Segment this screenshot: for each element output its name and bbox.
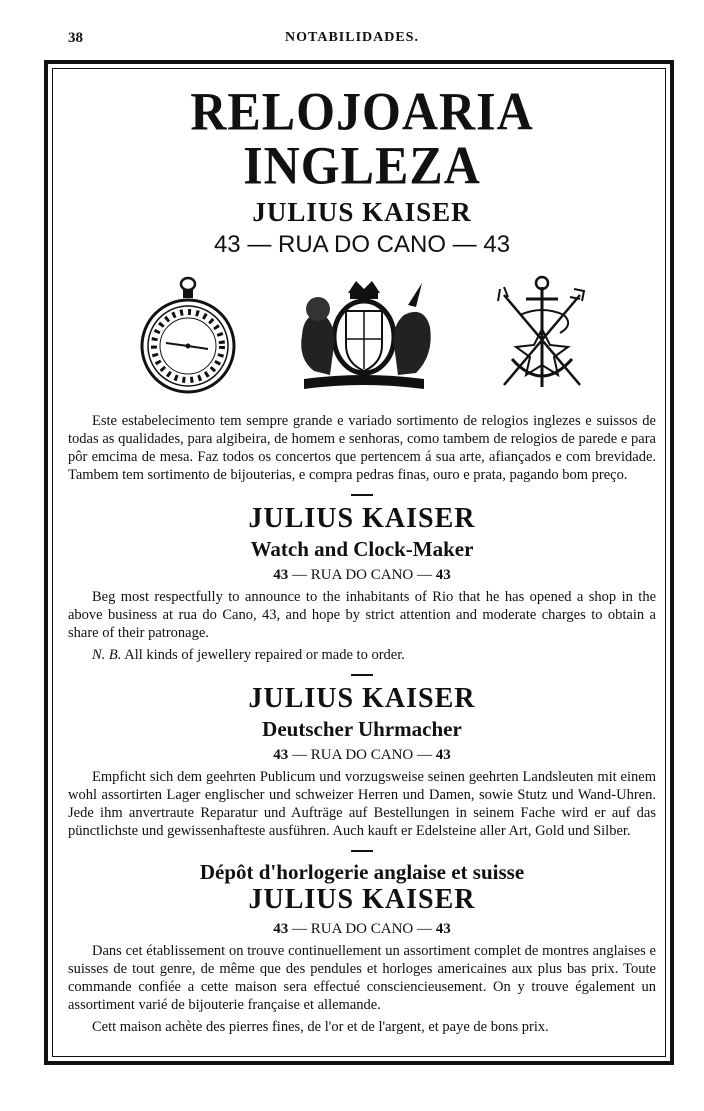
emblem-row bbox=[138, 272, 594, 402]
portuguese-paragraph: Este estabelecimento tem sempre grande e variado sortimento de relogios inglezes e suissos de todas as qualidades, para algibeira, de homem e senhoras, como tambem de relogios de parede e para pôr emcima de mesa. Faz todos os concertos que pertencem á sua arte, afiançados e com brevidade. Tambem tem sortimento de bijouterias, e compra pedras finas, ouro e prata, pagando bom preço. bbox=[68, 413, 656, 484]
english-note bbox=[68, 646, 656, 664]
english-paragraph: Beg most respectfully to announce to the inhabitants of Rio that he has opened a shop in the above business at rua do Cano, 43, and hope by strict attention and moderate charges to obtain a share of their patronage. bbox=[68, 589, 656, 642]
address-number: 43 bbox=[273, 747, 289, 764]
french-subtitle: Dépôt d'horlogerie anglaise et suisse bbox=[199, 860, 525, 885]
pocket-watch-icon bbox=[138, 276, 238, 398]
section-divider bbox=[351, 674, 373, 676]
french-paragraph: Dans cet établissement on trouve continuellement un assortiment complet de montres anglaises e suisses de tout genre, de même que des pendules et horloges americaines aux plus bas prix. Toute commande confiée a cette maison sera effectué consciencieusement. On y trouve également un assortiment varié de bijouterie française et allemande. bbox=[68, 943, 656, 1014]
german-address: 43 — RUA DO CANO — 43 bbox=[273, 747, 451, 764]
running-header bbox=[0, 28, 704, 52]
address-street: RUA DO CANO bbox=[310, 921, 414, 938]
advertisement-content bbox=[68, 74, 656, 1036]
note-label: N. B. bbox=[92, 647, 122, 664]
proprietor-name: JULIUS KAISER bbox=[252, 197, 472, 227]
page-number: 38 bbox=[68, 30, 83, 46]
address-street: RUA DO CANO bbox=[310, 567, 414, 584]
english-proprietor-name: JULIUS KAISER bbox=[248, 503, 476, 535]
english-subtitle: Watch and Clock-Maker bbox=[250, 536, 474, 561]
french-address: 43 — RUA DO CANO — 43 bbox=[273, 921, 451, 938]
royal-coat-of-arms-icon bbox=[284, 275, 444, 399]
german-subtitle: Deutscher Uhrmacher bbox=[262, 716, 462, 741]
address-number: 43 bbox=[273, 567, 289, 584]
address-number: 43 bbox=[435, 921, 451, 938]
french-closing: Cett maison achète des pierres fines, de l'or et de l'argent, et paye de bons prix. bbox=[92, 1019, 549, 1036]
address-street: RUA DO CANO bbox=[310, 747, 414, 764]
section-divider bbox=[351, 494, 373, 496]
note-text: All kinds of jewellery repaired or made to order. bbox=[124, 647, 405, 664]
german-paragraph: Empficht sich dem geehrten Publicum und vorzugsweise seinen geehrten Landsleuten mit einem wohl assortirten Lager englischer und schweizer Herren und Damen, sowie Stutz und Wand-Uhren. Jede ihm anvertraute Reparatur und Aufträge auf Bestellungen in seinem Fache wird er auf das pünctlichste und gewissenhafteste ausführen. Auch kauft er Edelsteine aller Art, Gold und Silber. bbox=[68, 769, 656, 840]
english-address: 43 — RUA DO CANO — 43 bbox=[273, 567, 451, 584]
address-number: 43 bbox=[435, 747, 451, 764]
section-divider bbox=[351, 850, 373, 852]
ad-headline: RELOJOARIA INGLEZA bbox=[190, 80, 534, 196]
advertisement-frame bbox=[44, 60, 674, 1065]
french-proprietor-name: JULIUS KAISER bbox=[248, 884, 476, 916]
address-number: 43 bbox=[273, 921, 289, 938]
shop-address: 43 — RUA DO CANO — 43 bbox=[213, 230, 511, 258]
address-number: 43 bbox=[435, 567, 451, 584]
running-title: NOTABILIDADES. bbox=[285, 30, 419, 45]
anchor-trident-trophy-icon bbox=[490, 275, 594, 399]
german-proprietor-name: JULIUS KAISER bbox=[248, 683, 476, 715]
